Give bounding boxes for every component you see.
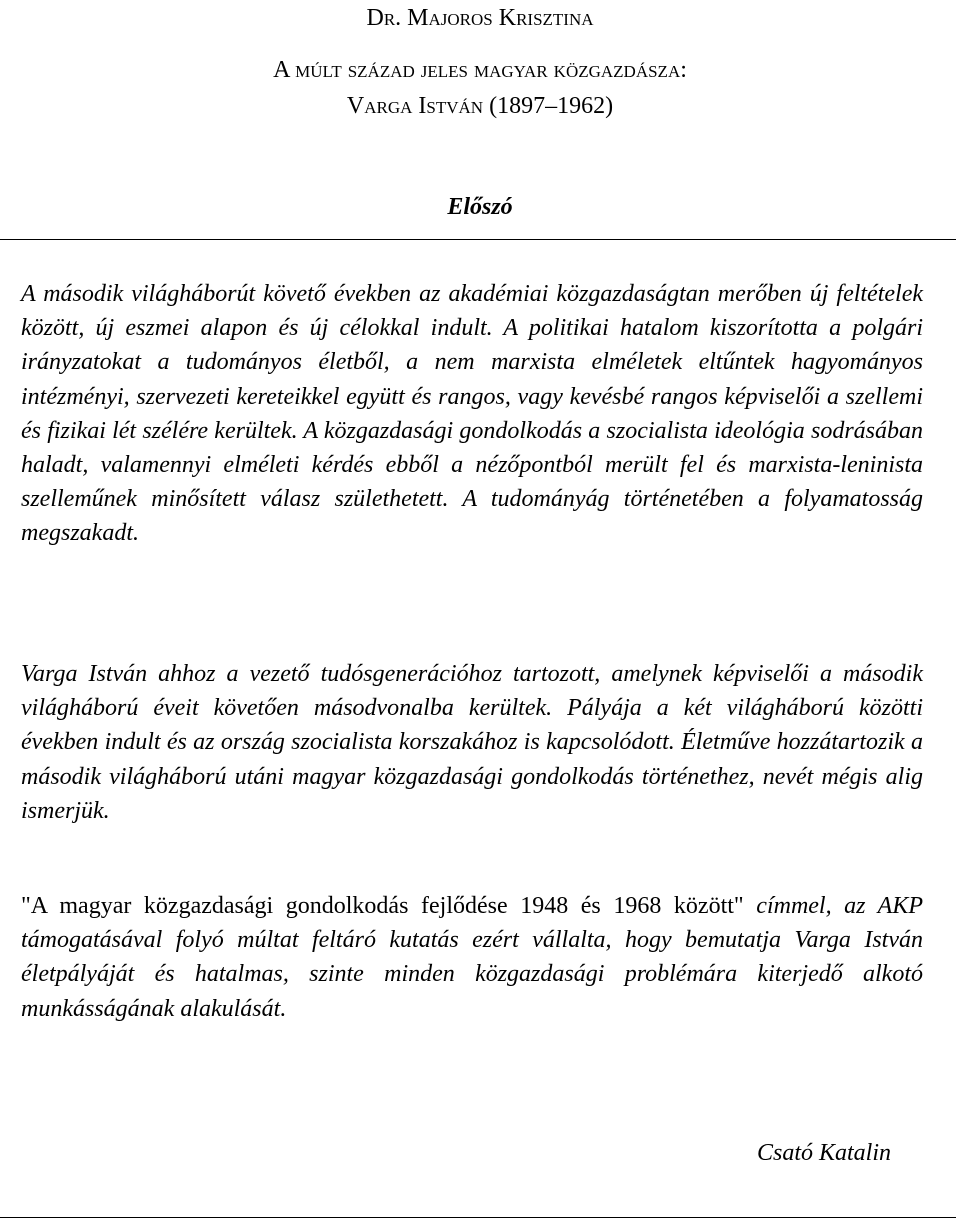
header-divider	[0, 239, 956, 240]
section-heading: Előszó	[447, 194, 513, 220]
footer-divider	[0, 1217, 956, 1218]
paragraph-3-text: címmel, az AKP támogatásával folyó múltat feltáró kutatás ezért vállalta, hogy bemutatja Varga István életpályáját és hatalmas, szinte minden közgazdasági problémára kiterjedő alkotó munkásságának alakulását.	[21, 893, 923, 1022]
title-line-2: Varga István (1897–1962)	[346, 93, 614, 119]
paragraph-2: Varga István ahhoz a vezető tudósgenerációhoz tartozott, amelynek képviselői a második világháború éveit követően másodvonalba kerültek. Pályája a két világháború közötti években indult és az ország szocialista korszakához is kapcsolódott. Életműve hozzátartozik a második világháború utáni magyar közgazdasági gondolkodás történethez, nevét mégis alig ismerjük.	[21, 661, 923, 824]
paragraph-1: A második világháborút követő években az akadémiai közgazdaságtan merőben új feltételek között, új eszmei alapon és új célokkal indult. A politikai hatalom kiszorította a polgári irányzatokat a tudományos életből, a nem marxista elméletek eltűntek hagyományos intézményi, szervezeti kereteikkel együtt és rangos, vagy kevésbé rangos képviselői a szellemi és fizikai lét szélére kerültek. A közgazdasági gondolkodás a szocialista ideológia sodrásában haladt, valamennyi elméleti kérdés ebből a nézőpontból merült fel és marxista-leninista szelleműnek minősített válasz születhetett. A tudományág történetében a folyamatosság megszakadt.	[21, 281, 923, 547]
paragraph-3	[21, 889, 923, 1026]
quoted-study-title: "A magyar közgazdasági gondolkodás fejlődése 1948 és 1968 között"	[21, 893, 744, 919]
author-name: Dr. Majoros Krisztina	[366, 5, 594, 31]
signature: Csató Katalin	[756, 1140, 891, 1166]
document-title	[0, 52, 960, 124]
title-line-1: A múlt század jeles magyar közgazdásza:	[273, 57, 687, 83]
